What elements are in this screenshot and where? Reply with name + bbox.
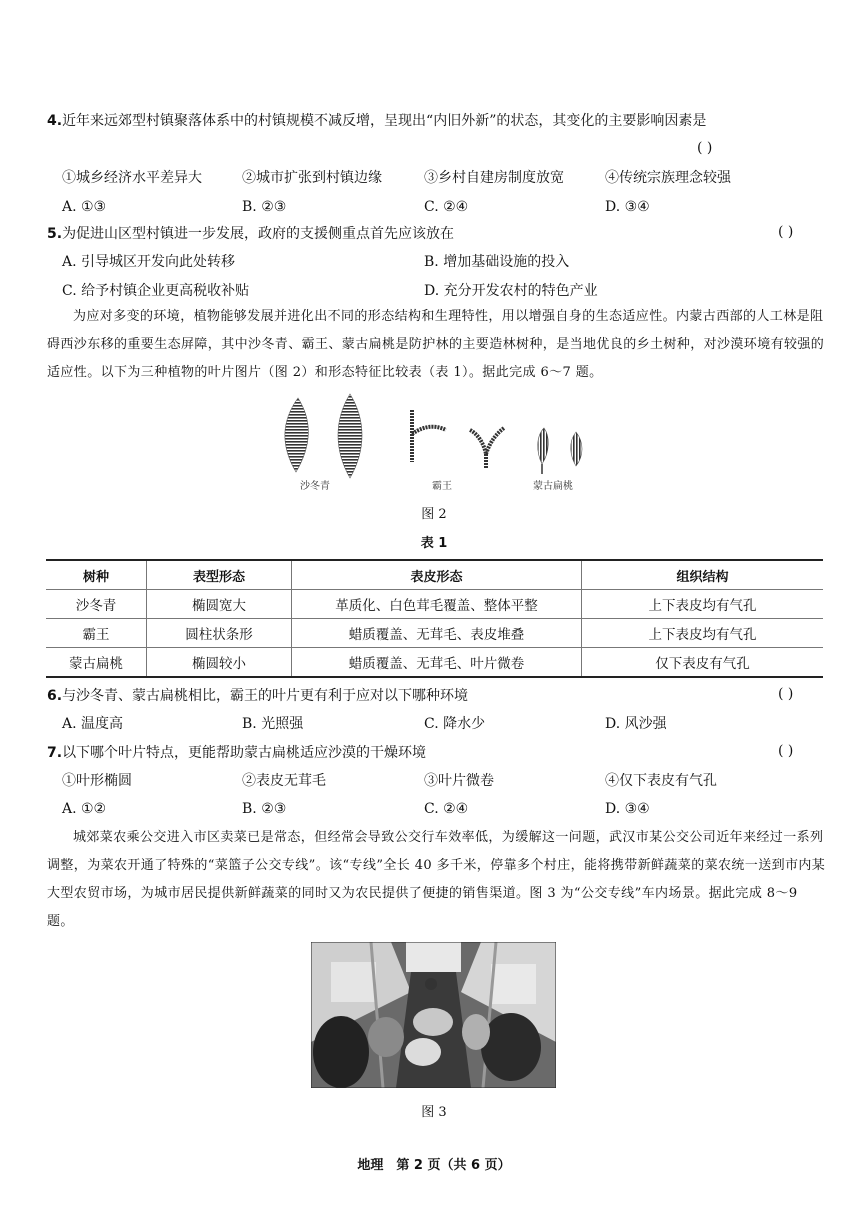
fig2-label-menggubiantao: 蒙古扁桃 — [533, 481, 573, 492]
fig2-label-shadongqing: 沙冬青 — [300, 481, 330, 492]
table-row — [46, 648, 823, 678]
q6-option-a: A. 温度高 — [62, 716, 124, 732]
figure3-bus-photo — [311, 942, 556, 1088]
q6-stem-line — [47, 686, 468, 706]
q7-option-a: A. ①② — [62, 801, 107, 817]
table-cell: 上下表皮均有气孔 — [582, 590, 824, 619]
q7-number: 7. — [47, 745, 63, 761]
figure3-caption: 图 3 — [421, 1105, 447, 1120]
q5-stem: 为促进山区型村镇进一步发展，政府的支援侧重点首先应该放在 — [62, 226, 455, 242]
q6-option-d: D. 风沙强 — [605, 716, 667, 732]
table-cell: 蜡质覆盖、无茸毛、叶片微卷 — [292, 648, 582, 678]
fig2-label-bawang: 霸王 — [432, 481, 452, 492]
q6-option-b: B. 光照强 — [242, 716, 304, 732]
passage-plants: 为应对多变的环境，植物能够发展并进化出不同的形态结构和生理特性，用以增强自身的生态适应性。内蒙古西部的人工林是阻碍西沙东移的重要生态屏障，其中沙冬青、霸王、蒙古扁桃是防护林的主要造林树种，是当地优良的乡土树种，对沙漠环境有较强的适应性。以下为三种植物的叶片图片（图 2）和形态特征比较表（表 1）。据此完成 6～7 题。 — [47, 309, 825, 380]
q4-item-1: ①城乡经济水平差异大 — [62, 170, 202, 186]
q7-item-1: ①叶形椭圆 — [62, 773, 132, 789]
table-header-cell: 树种 — [46, 560, 147, 590]
q4-item-3: ③乡村自建房制度放宽 — [424, 170, 564, 186]
figure2-caption: 图 2 — [421, 507, 447, 522]
q7-item-4: ④仅下表皮有气孔 — [605, 773, 717, 789]
bawang-leaves-image — [412, 410, 504, 468]
q5-answer-bracket: ( ) — [778, 224, 794, 240]
table-cell: 圆柱状条形 — [147, 619, 292, 648]
table-cell: 上下表皮均有气孔 — [582, 619, 824, 648]
q5-option-c: C. 给予村镇企业更高税收补贴 — [62, 283, 250, 299]
menggubiantao-leaves-image — [538, 428, 582, 474]
table-cell: 椭圆较小 — [147, 648, 292, 678]
q4-item-2: ②城市扩张到村镇边缘 — [242, 170, 382, 186]
q4-stem-line — [47, 111, 706, 131]
q7-item-3: ③叶片微卷 — [424, 773, 494, 789]
q7-stem-line — [47, 743, 426, 763]
q4-option-b: B. ②③ — [242, 199, 287, 215]
table-row — [46, 590, 823, 619]
q7-item-2: ②表皮无茸毛 — [242, 773, 326, 789]
table-cell: 蒙古扁桃 — [46, 648, 147, 678]
q4-option-d: D. ③④ — [605, 199, 650, 215]
q5-option-a: A. 引导城区开发向此处转移 — [62, 254, 236, 270]
q4-number: 4. — [47, 113, 63, 129]
q6-stem: 与沙冬青、蒙古扁桃相比，霸王的叶片更有利于应对以下哪种环境 — [62, 688, 469, 704]
table1-caption: 表 1 — [420, 536, 448, 551]
q7-option-b: B. ②③ — [242, 801, 287, 817]
table-cell: 椭圆宽大 — [147, 590, 292, 619]
q5-stem-line — [47, 224, 454, 244]
q6-number: 6. — [47, 688, 63, 704]
table-cell: 霸王 — [46, 619, 147, 648]
table-cell: 革质化、白色茸毛覆盖、整体平整 — [292, 590, 582, 619]
table-header-cell: 表皮形态 — [292, 560, 582, 590]
q4-option-c: C. ②④ — [424, 199, 469, 215]
table-header-cell: 表型形态 — [147, 560, 292, 590]
q5-number: 5. — [47, 226, 63, 242]
table-header-row — [46, 560, 823, 590]
table-cell: 仅下表皮有气孔 — [582, 648, 824, 678]
q6-answer-bracket: ( ) — [778, 686, 794, 702]
passage-bus: 城郊菜农乘公交进入市区卖菜已是常态，但经常会导致公交行车效率低，为缓解这一问题，武汉市某公交公司近年来经过一系列调整，为菜农开通了特殊的“菜篮子公交专线”。该“专线”全长 40 多千米，停靠多个村庄，能将携带新鲜蔬菜的菜农统一送到市内某大型农贸市场，为城市居民提供新鲜蔬菜的同时又为农民提供了便捷的销售渠道。图 3 为“公交专线”车内场景。据此完成 8～9 题。 — [47, 830, 826, 929]
table-header-cell: 组织结构 — [582, 560, 824, 590]
table-cell: 蜡质覆盖、无茸毛、表皮堆叠 — [292, 619, 582, 648]
table-cell: 沙冬青 — [46, 590, 147, 619]
q7-answer-bracket: ( ) — [778, 743, 794, 759]
page-footer: 地理 第 2 页（共 6 页） — [357, 1158, 511, 1173]
q4-option-a: A. ①③ — [62, 199, 107, 215]
q4-answer-bracket: ( ) — [697, 140, 713, 156]
q7-stem: 以下哪个叶片特点，更能帮助蒙古扁桃适应沙漠的干燥环境 — [62, 745, 427, 761]
q5-option-d: D. 充分开发农村的特色产业 — [424, 283, 598, 299]
q4-stem: 近年来远郊型村镇聚落体系中的村镇规模不减反增，呈现出“内旧外新”的状态，其变化的主要影响因素是 — [62, 113, 707, 129]
q7-option-c: C. ②④ — [424, 801, 469, 817]
q4-item-4: ④传统宗族理念较强 — [605, 170, 731, 186]
table1 — [46, 559, 823, 678]
q5-option-b: B. 增加基础设施的投入 — [424, 254, 570, 270]
q7-option-d: D. ③④ — [605, 801, 650, 817]
shadongqing-leaves-image — [285, 394, 362, 478]
q6-option-c: C. 降水少 — [424, 716, 486, 732]
table-row — [46, 619, 823, 648]
